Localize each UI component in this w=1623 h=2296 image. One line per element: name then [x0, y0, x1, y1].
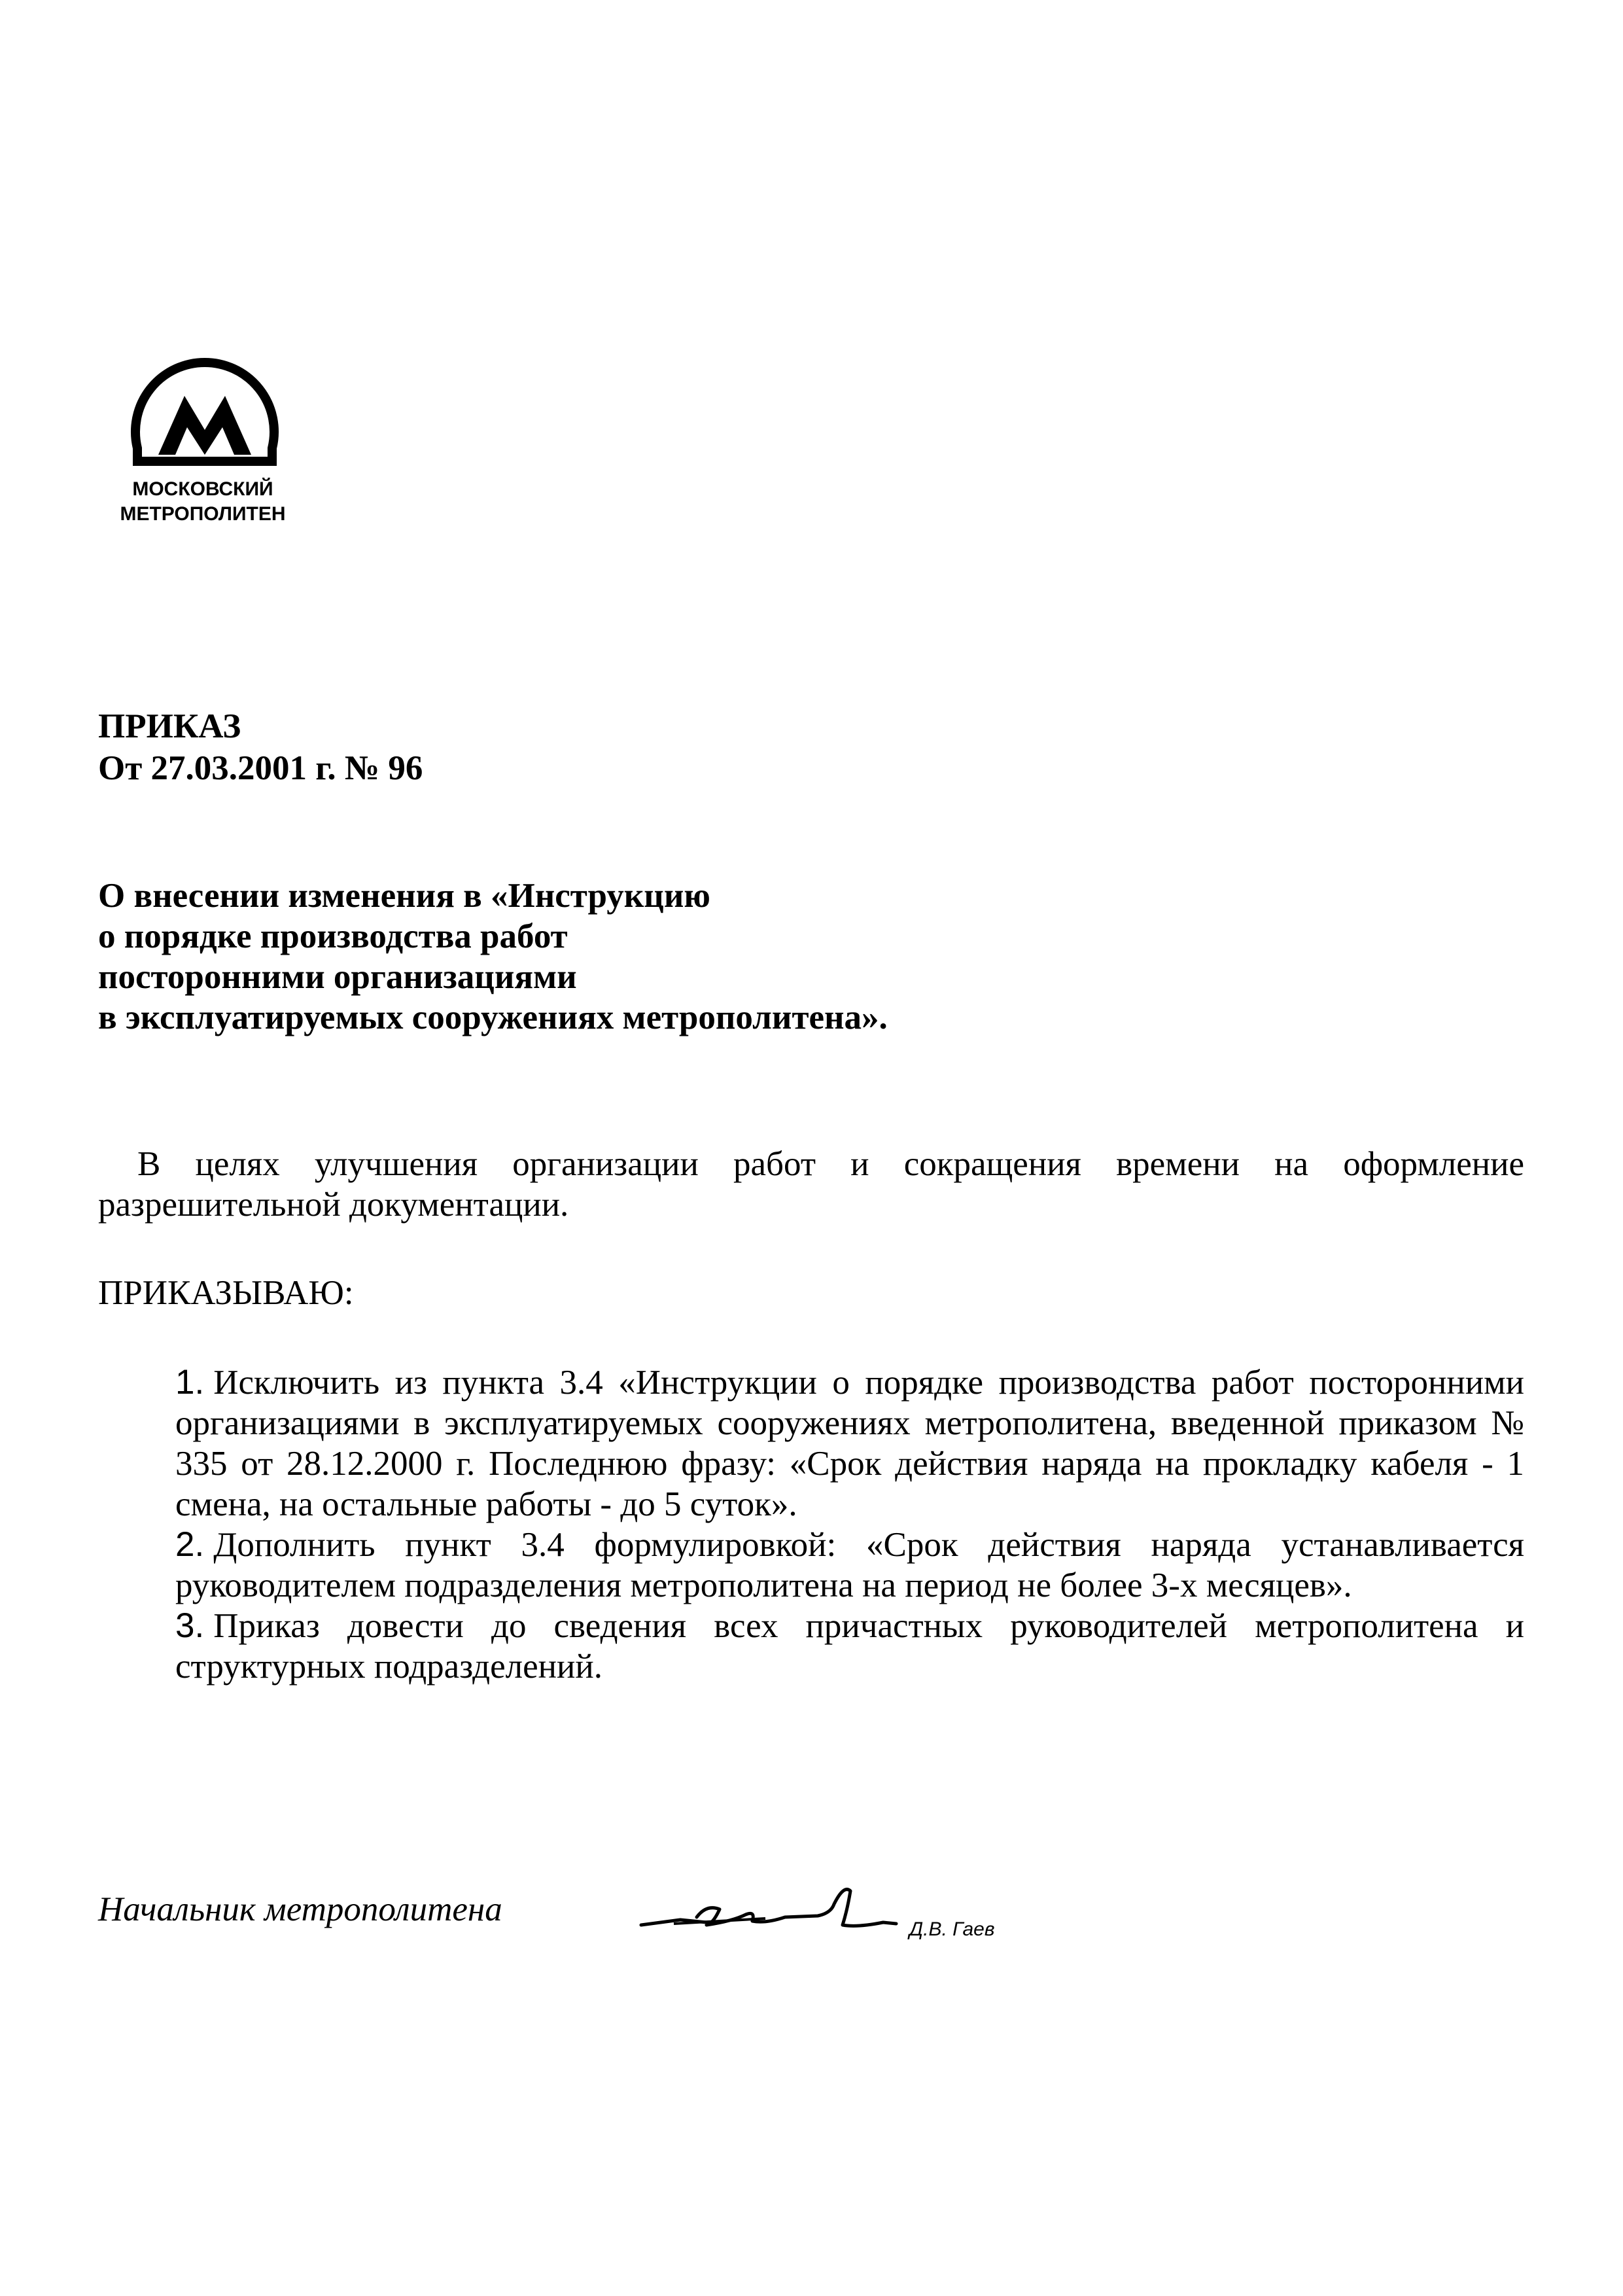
list-item: [175, 1525, 1524, 1606]
item-text: Приказ довести до сведения всех причастных руководителей метрополитена и структурных подразделений.: [175, 1607, 1524, 1686]
subject-line: О внесении изменения в «Инструкцию: [98, 877, 710, 915]
document-header: [98, 705, 423, 789]
moscow-metro-m-icon: [105, 350, 301, 546]
subject-line: о порядке производства работ: [98, 917, 568, 955]
subject-line: посторонними организациями: [98, 958, 577, 996]
preamble: В целях улучшения организации работ и сокращения времени на оформление разрешительной документации.: [98, 1145, 1524, 1224]
item-number: 2.: [175, 1525, 205, 1564]
order-items: [175, 1362, 1524, 1687]
subject-line: в эксплуатируемых сооружениях метрополитена».: [98, 998, 888, 1036]
list-item: [175, 1362, 1524, 1525]
logo-line-2: МЕТРОПОЛИТЕН: [120, 503, 286, 525]
item-number: 1.: [175, 1363, 205, 1402]
item-text: Исключить из пункта 3.4 «Инструкции о порядке производства работ посторонними организациями в эксплуатируемых сооружениях метрополитена, введенной приказом № 335 от 28.12.2000 г. Последнюю фразу: «Срок действия наряда на прокладку кабеля - 1 смена, на остальные работы - до 5 суток».: [175, 1364, 1524, 1523]
signature-block: [98, 1878, 1079, 1963]
signatory-position: Начальник метрополитена: [98, 1890, 502, 1928]
logo-line-1: МОСКОВСКИЙ: [132, 478, 273, 500]
signatory-name: Д.В. Гаев: [909, 1918, 995, 1940]
document-date-number: От 27.03.2001 г. № 96: [98, 749, 423, 787]
order-word: ПРИКАЗЫВАЮ:: [98, 1274, 354, 1312]
item-number: 3.: [175, 1606, 205, 1645]
list-item: [175, 1606, 1524, 1687]
document-type: ПРИКАЗ: [98, 707, 241, 745]
metro-logo: [105, 350, 301, 546]
item-text: Дополнить пункт 3.4 формулировкой: «Срок действия наряда устанавливается руководителем подразделения метрополитена на период не более 3-х месяцев».: [175, 1526, 1524, 1604]
document-subject: [98, 875, 888, 1038]
